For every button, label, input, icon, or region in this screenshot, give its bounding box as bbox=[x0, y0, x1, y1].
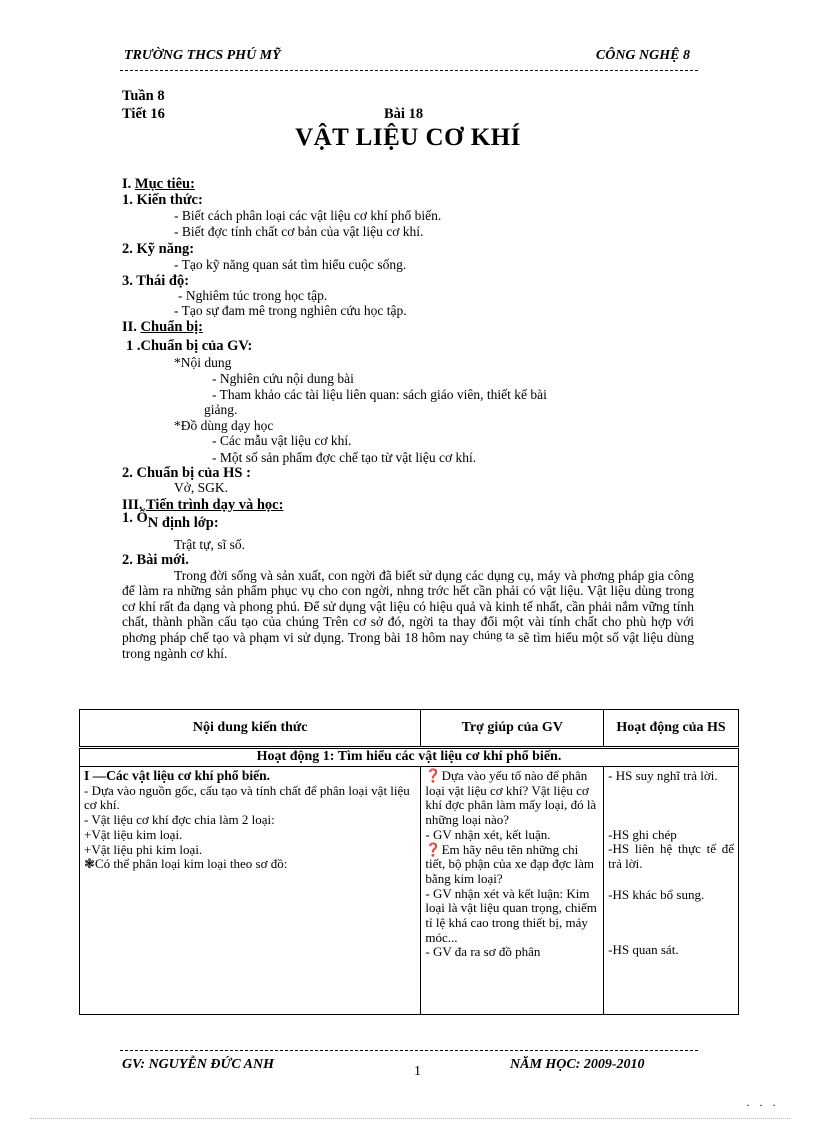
header-student: Hoạt động của HS bbox=[604, 710, 739, 748]
period-label: Tiết 16 bbox=[122, 106, 165, 122]
teacher-line: ❓Em hãy nêu tên những chi tiết, bộ phận của xe đạp đợc làm bằng kim loại? bbox=[425, 841, 595, 886]
lesson-table bbox=[79, 709, 739, 1015]
skills-item: - Tạo kỹ năng quan sát tìm hiểu cuộc sống. bbox=[174, 257, 407, 272]
process-num: III. bbox=[122, 497, 143, 513]
attitude-title: 3. Thái độ: bbox=[122, 273, 190, 289]
content-item-cont: giảng. bbox=[204, 402, 238, 417]
teacher-line: - GV nhận xét và kết luận: Kim loại là vật liệu quan trọng, chiếm tỉ lệ khá cao trong thiết bị, máy móc... bbox=[425, 885, 597, 945]
intro-text-small: chúng ta bbox=[472, 627, 515, 642]
prep-num: II. bbox=[122, 319, 137, 335]
table-row bbox=[80, 767, 739, 1015]
student-line: -HS quan sát. bbox=[608, 941, 679, 957]
school-year: NĂM HỌC: 2009-2010 bbox=[510, 1057, 645, 1072]
teacher-line: ❓Dựa vào yếu tố nào để phân loại vật liệu cơ khí? Vật liệu cơ khí đợc phân làm mấy loại, đó là những loại nào? bbox=[425, 768, 597, 828]
page-title: VẬT LIỆU CƠ KHÍ bbox=[295, 124, 521, 151]
teacher-line: - GV đa ra sơ đồ phân bbox=[425, 944, 541, 960]
header-content: Nội dung kiến thức bbox=[80, 710, 421, 748]
activity-row bbox=[80, 748, 739, 767]
footer-divider bbox=[120, 1050, 698, 1051]
intro-text: Trong đời sống và sản xuất, con ngời đã biết sử dụng các dụng cụ, máy và phơng pháp gia công để làm ra những sản phẩm phục vụ cho con ngời, nhng trớc hết cần phải có vật liệu. Vật liệu dùng trong cơ khí rất đa dạng và phong phú. Để sử dụng vật liệu có hiệu quả và kinh tế nhất, cần phải nắm vững tính chất, thành phần cấu tạo của chúng Trên cơ sở đó, ngời ta thay đổi một vài tính chất cho phù hợp với phơng pháp chế tạo và phạm vi sử dụng. Trong bài 18 hôm nay bbox=[122, 568, 694, 645]
hs-prep-title: 2. Chuẩn bị của HS : bbox=[122, 465, 251, 481]
attitude-item: - Tạo sự đam mê trong nghiên cứu học tập. bbox=[174, 303, 407, 318]
teacher-name: GV: NGUYỄN ĐỨC ANH bbox=[122, 1057, 275, 1072]
week-label: Tuần 8 bbox=[122, 88, 165, 104]
content-cell bbox=[80, 767, 421, 1015]
student-cell bbox=[604, 767, 739, 1015]
content-cell-title: I —Các vật liệu cơ khí phổ biến. bbox=[84, 768, 271, 783]
step1-title-a: 1. Ổ bbox=[122, 510, 148, 526]
step1-title bbox=[122, 510, 219, 531]
objectives-num: I. bbox=[122, 176, 132, 192]
attitude-item: - Nghiêm túc trong học tập. bbox=[178, 288, 328, 303]
page-header bbox=[122, 48, 698, 70]
content-line: +Vật liệu phi kim loại. bbox=[84, 841, 203, 857]
objectives-title: Mục tiêu: bbox=[134, 176, 195, 192]
subject-name: CÔNG NGHỆ 8 bbox=[595, 48, 690, 63]
content-title: *Nội dung bbox=[174, 355, 232, 370]
prep-heading bbox=[122, 319, 203, 335]
knowledge-item: - Biết đợc tính chất cơ bản của vật liệu cơ khí. bbox=[174, 224, 424, 239]
page-bottom-divider bbox=[30, 1118, 790, 1119]
content-line: - Dựa vào nguồn gốc, cấu tạo và tính chất để phân loại vật liệu cơ khí. bbox=[84, 782, 410, 813]
step1-text: Trật tự, sĩ số. bbox=[174, 537, 245, 552]
corner-marks: · · · bbox=[746, 1098, 779, 1112]
content-line: +Vật liệu kim loại. bbox=[84, 826, 183, 842]
teacher-line: - GV nhận xét, kết luận. bbox=[425, 826, 551, 842]
lesson-number: Bài 18 bbox=[384, 106, 424, 122]
content-item: - Nghiên cứu nội dung bài bbox=[212, 371, 354, 386]
objectives-heading bbox=[122, 176, 195, 192]
school-name: TRƯỜNG THCS PHÚ MỸ bbox=[124, 48, 281, 63]
tools-title: *Đồ dùng dạy học bbox=[174, 418, 274, 433]
student-line: -HS khác bổ sung. bbox=[608, 886, 705, 902]
hs-prep-item: Vở, SGK. bbox=[174, 480, 229, 495]
header-divider bbox=[120, 70, 698, 71]
skills-title: 2. Kỹ năng: bbox=[122, 241, 195, 257]
intro-text-end: sẽ tìm hiểu một số vật liệu dùng trong ngành cơ khí. bbox=[122, 629, 694, 662]
student-line: -HS liên hệ thực tế để trả lời. bbox=[608, 841, 734, 872]
content-line: - Vật liệu cơ khí đợc chia làm 2 loại: bbox=[84, 812, 275, 828]
activity-title: Hoạt động 1: Tìm hiểu các vật liệu cơ khí phổ biến. bbox=[80, 748, 739, 767]
page-number: 1 bbox=[414, 1064, 421, 1079]
content-item: - Tham khảo các tài liệu liên quan: sách giáo viên, thiết kế bài bbox=[212, 387, 547, 402]
prep-title: Chuẩn bị: bbox=[140, 319, 204, 335]
tools-item: - Một số sản phẩm đợc chế tạo từ vật liệu cơ khí. bbox=[212, 450, 477, 465]
intro-paragraph bbox=[122, 568, 694, 661]
header-teacher: Trợ giúp của GV bbox=[421, 710, 604, 748]
table-header-row bbox=[80, 710, 739, 748]
process-title: Tiến trình dạy và học: bbox=[145, 497, 284, 513]
content-line: ❃Có thể phân loại kim loại theo sơ đồ: bbox=[84, 856, 288, 872]
step2-title: 2. Bài mới. bbox=[122, 552, 189, 568]
knowledge-title: 1. Kiến thức: bbox=[122, 192, 203, 208]
knowledge-item: - Biết cách phân loại các vật liệu cơ khí phổ biến. bbox=[174, 208, 442, 223]
tools-item: - Các mẫu vật liệu cơ khí. bbox=[212, 433, 352, 448]
gv-prep-title bbox=[126, 338, 252, 354]
student-line: - HS suy nghĩ trả lời. bbox=[608, 768, 718, 783]
student-line: -HS ghi chép bbox=[608, 826, 677, 842]
step1-title-b: N định lớp: bbox=[147, 515, 219, 531]
teacher-cell bbox=[421, 767, 604, 1015]
gv-prep-label: 1 .Chuẩn bị của GV: bbox=[126, 338, 253, 354]
